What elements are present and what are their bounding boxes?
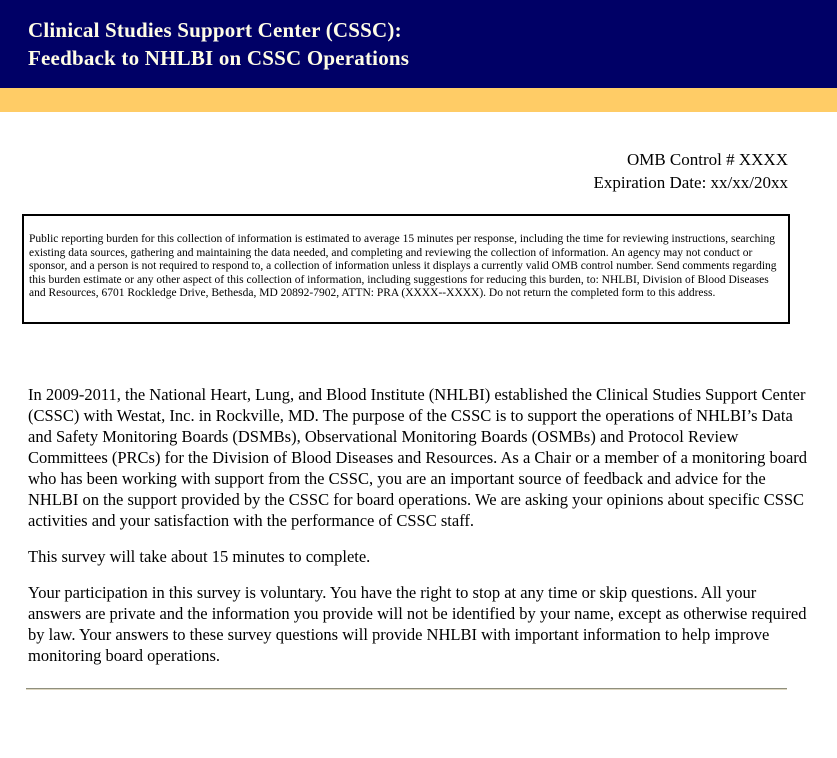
- omb-block: [0, 148, 788, 194]
- intro-paragraph-3: Your participation in this survey is voluntary. You have the right to stop at any time or skip questions. All your answers are private and the information you provide will not be identified by your name, except as otherwise required by law. Your answers to these survey questions will provide NHLBI with important information to help improve monitoring board operations.: [28, 582, 807, 665]
- intro-section: [28, 384, 812, 666]
- header-banner: [0, 0, 837, 88]
- omb-control-number: OMB Control # XXXX: [626, 150, 788, 169]
- page-title-line1: Clinical Studies Support Center (CSSC):: [28, 18, 402, 42]
- omb-expiration-date: Expiration Date: xx/xx/20xx: [593, 173, 788, 192]
- intro-paragraph-2: This survey will take about 15 minutes to complete.: [28, 546, 371, 566]
- page-title-line2: Feedback to NHLBI on CSSC Operations: [28, 46, 410, 70]
- page-title: [0, 0, 837, 72]
- burden-statement-text: Public reporting burden for this collection of information is estimated to average 15 minutes per response, including the time for reviewing instructions, searching existing data sources, gathering and maintaining the data needed, and completing and reviewing the collection of information. An agency may not conduct or sponsor, and a person is not required to respond to, a collection of information unless it displays a currently valid OMB control number. Send comments regarding this burden estimate or any other aspect of this collection of information, including suggestions for reducing this burden, to: NHLBI, Division of Blood Diseases and Resources, 6701 Rockledge Drive, Bethesda, MD 20892-7902, ATTN: PRA (XXXX--XXXX). Do not return the completed form to this address.: [29, 233, 777, 300]
- intro-paragraph-1: In 2009-2011, the National Heart, Lung, and Blood Institute (NHLBI) established the Clinical Studies Support Center (CSSC) with Westat, Inc. in Rockville, MD. The purpose of the CSSC is to support the operations of NHLBI’s Data and Safety Monitoring Boards (DSMBs), Observational Monitoring Boards (OSMBs) and Protocol Review Committees (PRCs) for the Division of Blood Diseases and Resources. As a Chair or a member of a monitoring board who has been working with support from the CSSC, you are an important source of feedback and advice for the NHLBI on the support provided by the CSSC for board operations. We are asking your opinions about specific CSSC activities and your satisfaction with the performance of CSSC staff.: [28, 384, 808, 530]
- burden-statement-box: [22, 214, 790, 324]
- accent-bar: [0, 88, 837, 112]
- bottom-divider: [26, 688, 787, 690]
